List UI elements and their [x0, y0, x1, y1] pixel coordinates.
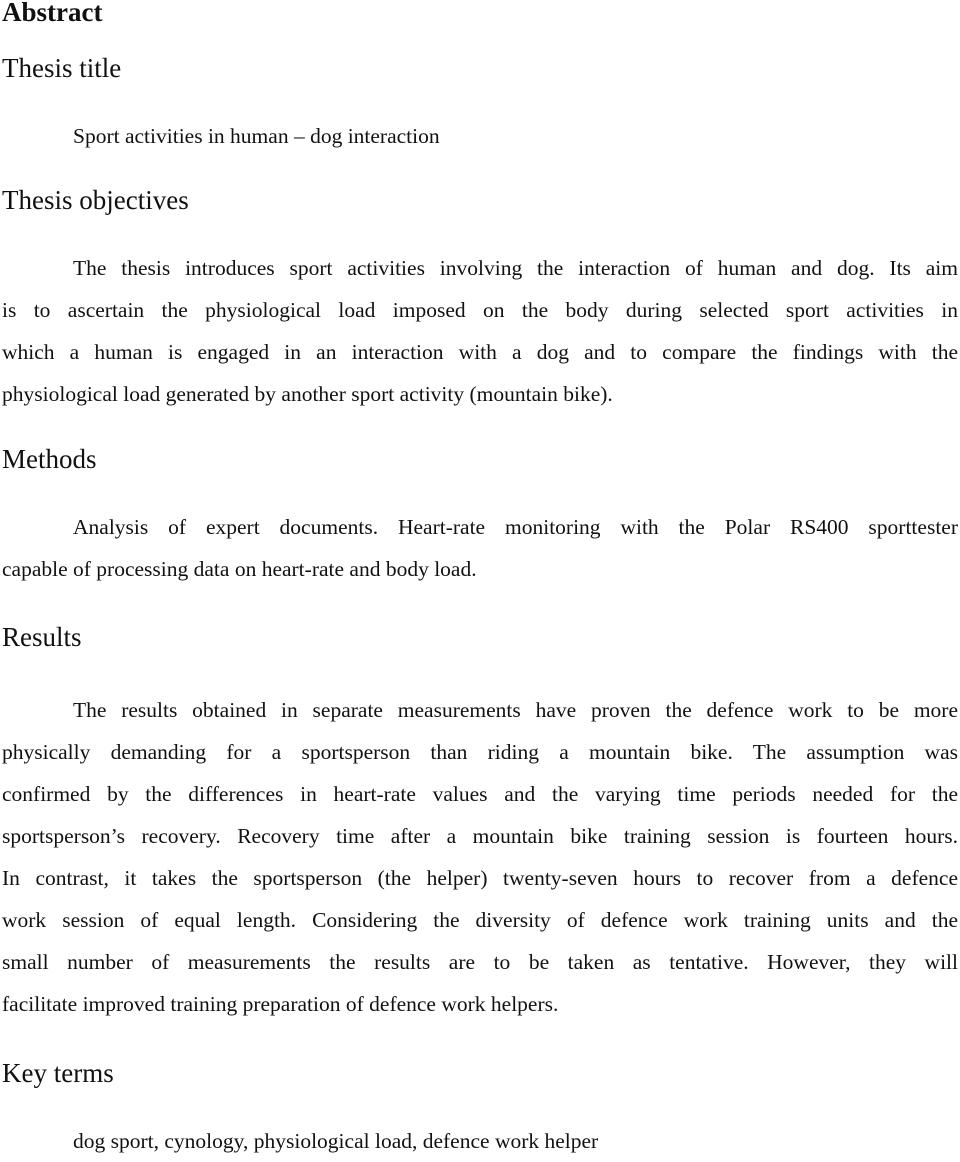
paragraph-line: is to ascertain the physiological load imposed on the body during selected sport activities in [2, 298, 958, 322]
thesis-title-heading: Thesis title [2, 53, 122, 83]
paragraph-line: facilitate improved training preparation of defence work helpers. [2, 992, 559, 1016]
paragraph-line: which a human is engaged in an interaction with a dog and to compare the findings with the [2, 340, 958, 364]
paragraph-line: physically demanding for a sportsperson than riding a mountain bike. The assumption was [2, 740, 958, 764]
key-terms-text: dog sport, cynology, physiological load, defence work helper [73, 1129, 599, 1153]
thesis-objectives-paragraph [2, 247, 958, 415]
paragraph-line: The results obtained in separate measurements have proven the defence work to be more [73, 698, 958, 722]
paragraph-line: In contrast, it takes the sportsperson (the helper) twenty-seven hours to recover from a defence [2, 866, 958, 890]
methods-heading: Methods [2, 444, 97, 474]
paragraph-line: confirmed by the differences in heart-rate values and the varying time periods needed for the [2, 782, 958, 806]
thesis-title-text: Sport activities in human – dog interaction [73, 124, 440, 148]
thesis-objectives-heading: Thesis objectives [2, 185, 189, 215]
paragraph-line: sportsperson’s recovery. Recovery time after a mountain bike training session is fourteen hours. [2, 824, 958, 848]
key-terms-heading: Key terms [2, 1058, 114, 1088]
paragraph-line: small number of measurements the results are to be taken as tentative. However, they will [2, 950, 958, 974]
paragraph-line: Analysis of expert documents. Heart-rate monitoring with the Polar RS400 sporttester [73, 515, 958, 539]
paragraph-line: capable of processing data on heart-rate and body load. [2, 557, 477, 581]
methods-paragraph [2, 506, 958, 590]
paragraph-line: The thesis introduces sport activities involving the interaction of human and dog. Its aim [73, 256, 958, 280]
abstract-title: Abstract [2, 0, 103, 27]
results-heading: Results [2, 622, 82, 652]
paragraph-line: physiological load generated by another sport activity (mountain bike). [2, 382, 613, 406]
paragraph-line: work session of equal length. Considering the diversity of defence work training units and the [2, 908, 958, 932]
results-paragraph [2, 689, 958, 1025]
